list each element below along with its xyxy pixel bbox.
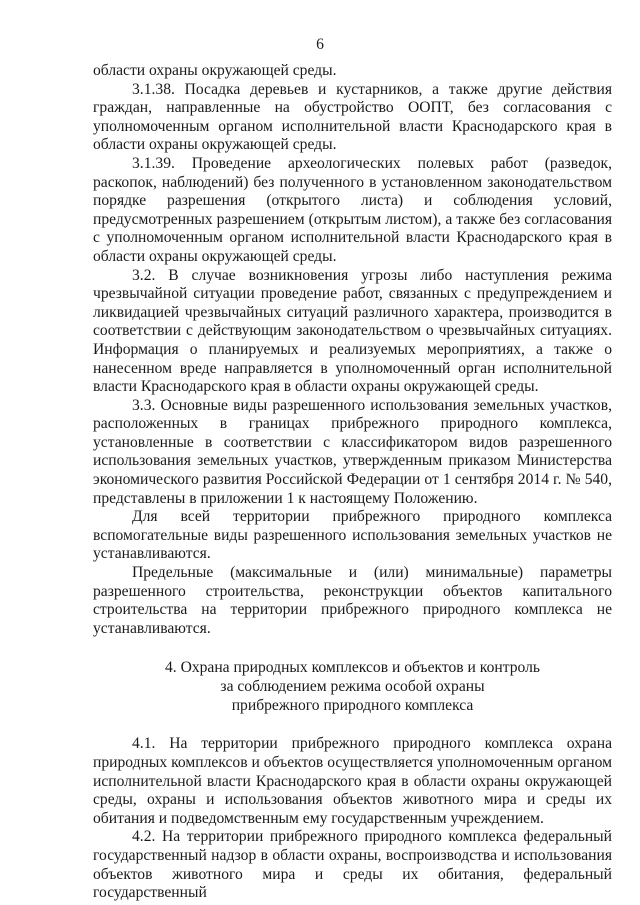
paragraph-4-2-line: 4.2. На территории прибрежного природного комплекса федеральный xyxy=(132,828,612,846)
paragraph-4-2-line: объектов животного мира и среды их обитания, федеральный государственный xyxy=(93,865,612,902)
paragraph-3-3: 3.3. Основные виды разрешенного использования земельных участков, расположенных в границах прибрежного природного комплекса, установленные в соответствии с классификатором видов разрешенного использования земельных участков, утвержденным приказом Министерства экономического развития Российской Федерации от 1 сентября 2014 г. № 540, представлены в приложении 1 к настоящему Положению. xyxy=(93,396,612,507)
paragraph-3-1-39: 3.1.39. Проведение археологических полевых работ (разведок, раскопок, наблюдений) без полученного в установленном законодательством порядке разрешения (открытого листа) и соблюдения условий, предусмотренных разрешением (открытым листом), а также без согласования с уполномоченным органом исполнительной власти Краснодарского края в области охраны окружающей среды. xyxy=(93,154,612,265)
paragraph-construction-limits: Предельные (максимальные и (или) минимальные) параметры разрешенного строительства, реконструкции объектов капитального строительства на территории прибрежного природного комплекса не устанавливаются. xyxy=(93,564,612,637)
section-heading-line: прибрежного природного комплекса xyxy=(231,697,474,715)
paragraph-3-2: 3.2. В случае возникновения угрозы либо наступления режима чрезвычайной ситуации проведение работ, связанных с предупреждением и ликвидацией чрезвычайных ситуаций различного характера, производится в соответствии с действующим законодательством о чрезвычайных ситуациях. Информация о планируемых и реализуемых мероприятиях, а также о нанесенном вреде направляется в уполномоченный орган исполнительной власти Краснодарского края в области охраны окружающей среды. xyxy=(93,266,612,396)
section-4-heading xyxy=(93,658,612,715)
paragraph-4-2-line: государственный надзор в области охраны, воспроизводства и использования xyxy=(93,846,612,864)
section-heading-line: 4. Охрана природных комплексов и объектов и контроль xyxy=(164,659,541,677)
paragraph-4-1: 4.1. На территории прибрежного природного комплекса охрана природных комплексов и объектов осуществляется уполномоченным органом исполнительной власти Краснодарского края в области охраны окружающей среды, охраны и использования объектов животного мира и среды их обитания и подведомственным ему государственным учреждением. xyxy=(93,735,612,827)
page-number: 6 xyxy=(316,36,324,53)
paragraph-continuation: области охраны окружающей среды. xyxy=(93,62,337,79)
paragraph-auxiliary-uses: Для всей территории прибрежного природного комплекса вспомогательные виды разрешенного использования земельных участков не устанавливаются. xyxy=(93,508,612,563)
section-heading-line: за соблюдением режима особой охраны xyxy=(220,678,485,696)
document-body xyxy=(93,62,612,903)
paragraph-3-1-38: 3.1.38. Посадка деревьев и кустарников, а также другие действия граждан, направленные на обустройство ООПТ, без согласования с уполномоченным органом исполнительной власти Краснодарского края в области охраны окружающей среды. xyxy=(93,80,612,154)
